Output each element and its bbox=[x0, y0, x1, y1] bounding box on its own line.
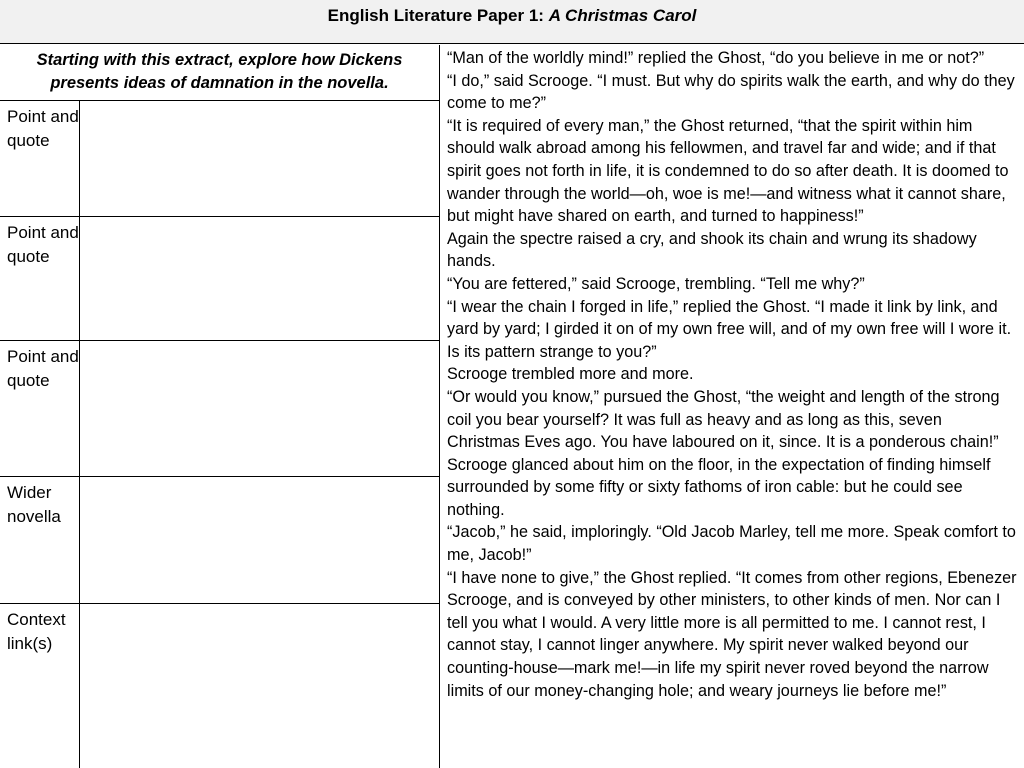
essay-question: Starting with this extract, explore how Dickens presents ideas of damnation in the novella. bbox=[0, 45, 439, 101]
extract-paragraph: “Jacob,” he said, imploringly. “Old Jacob Marley, tell me more. Speak comfort to me, Jacob!” bbox=[447, 523, 1016, 565]
extract-paragraph: Scrooge trembled more and more. bbox=[447, 365, 694, 384]
extract-paragraph: “You are fettered,” said Scrooge, trembling. “Tell me why?” bbox=[447, 274, 865, 293]
row-label: Context link(s) bbox=[0, 604, 80, 768]
answer-box[interactable] bbox=[80, 341, 439, 476]
title-main: English Literature Paper 1: bbox=[327, 6, 549, 25]
answer-box[interactable] bbox=[80, 604, 439, 768]
extract-paragraph: “Or would you know,” pursued the Ghost, “the weight and length of the strong coil you bear yourself? It was full as heavy and as long as this, seven Christmas Eves ago. You have laboured on it, since. It is a ponderous chain!” bbox=[447, 387, 1000, 452]
answer-box[interactable] bbox=[80, 101, 439, 216]
extract-paragraph: “I do,” said Scrooge. “I must. But why do spirits walk the earth, and why do they come to me?” bbox=[447, 71, 1015, 113]
extract-paragraph: “Man of the worldly mind!” replied the Ghost, “do you believe in me or not?” bbox=[447, 49, 985, 67]
notes-row-point-3 bbox=[0, 341, 439, 477]
notes-row-point-1 bbox=[0, 101, 439, 217]
row-label: Point and quote bbox=[0, 341, 80, 476]
notes-row-context bbox=[0, 604, 439, 768]
row-label: Wider novella bbox=[0, 477, 80, 603]
answer-box[interactable] bbox=[80, 477, 439, 603]
row-label: Point and quote bbox=[0, 101, 80, 216]
extract-paragraph: “It is required of every man,” the Ghost returned, “that the spirit within him should walk abroad among his fellowmen, and travel far and wide; and if that spirit goes not forth in life, it is condemned to do so after death. It is doomed to wander through the world—oh, woe is me!—and witness what it cannot share, but might have shared on earth, and turned to happiness!” bbox=[447, 116, 1009, 226]
answer-box[interactable] bbox=[80, 217, 439, 340]
document-title bbox=[0, 0, 1024, 44]
extract-paragraph: “I have none to give,” the Ghost replied. “It comes from other regions, Ebenezer Scrooge, and is conveyed by other ministers, to other kinds of men. Nor can I tell you what I would. A very little more is all permitted to me. I cannot rest, I cannot stay, I cannot linger anywhere. My spirit never walked beyond our counting-house—mark me!—in life my spirit never roved beyond the narrow limits of our money-changing hole; and weary journeys lie before me!” bbox=[447, 568, 1017, 700]
notes-row-wider-novella bbox=[0, 477, 439, 604]
notes-row-point-2 bbox=[0, 217, 439, 341]
extract-paragraph: “I wear the chain I forged in life,” replied the Ghost. “I made it link by link, and yard by yard; I girded it on of my own free will, and of my own free will I wore it. Is its pattern strange to you?” bbox=[447, 297, 1012, 361]
row-label: Point and quote bbox=[0, 217, 80, 340]
notes-table bbox=[0, 45, 440, 768]
extract-text bbox=[447, 47, 1019, 702]
title-book: A Christmas Carol bbox=[548, 6, 697, 25]
extract-paragraph: Scrooge glanced about him on the floor, in the expectation of finding himself surrounded by some fifty or sixty fathoms of iron cable: but he could see nothing. bbox=[447, 455, 991, 519]
extract-paragraph: Again the spectre raised a cry, and shook its chain and wrung its shadowy hands. bbox=[447, 229, 977, 271]
